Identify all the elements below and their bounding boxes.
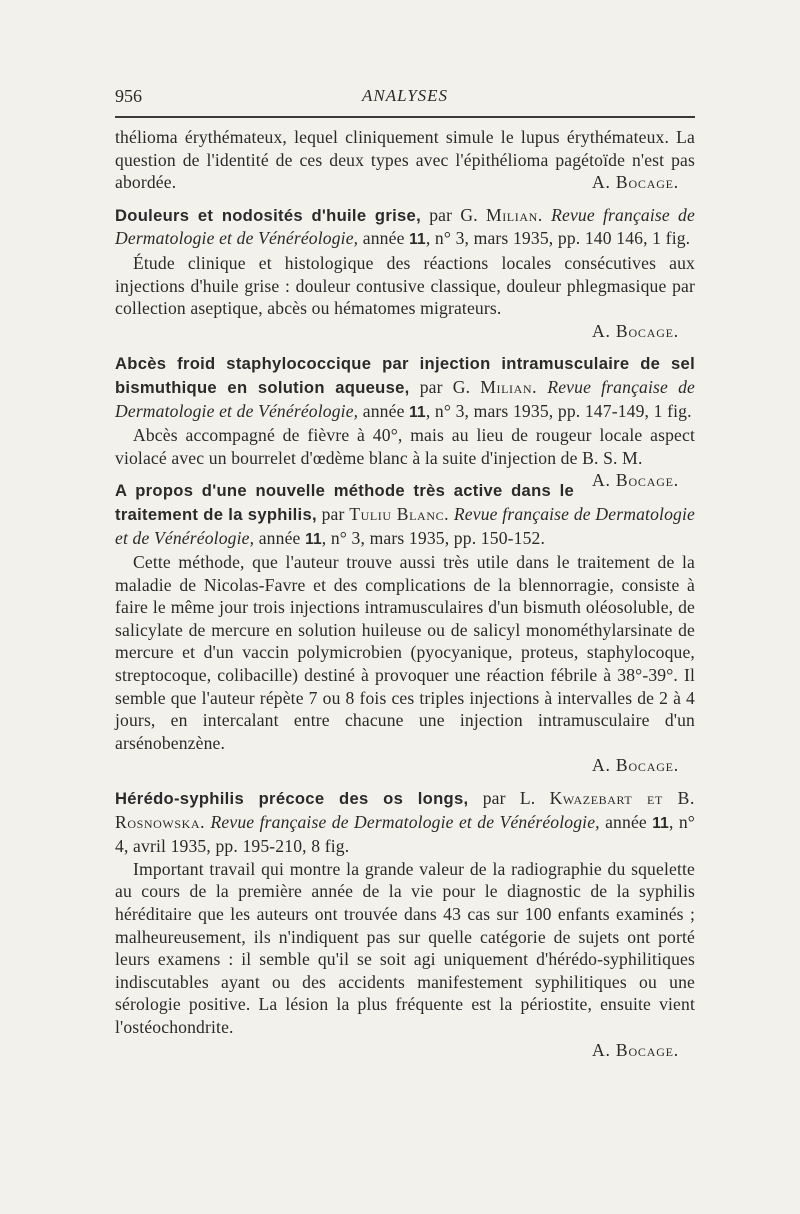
entry-reference — [115, 204, 695, 252]
entry-author: Kwazebart et B. Rosnowska. — [115, 788, 695, 832]
entry-volume: 11 — [409, 231, 426, 249]
entry-annee: année — [605, 811, 647, 832]
entry-by: par — [321, 503, 345, 524]
page-number: 956 — [115, 86, 142, 106]
entry-signature: A. Bocage. — [592, 470, 679, 491]
entry-details: , n° 3, mars 1935, pp. 140 146, 1 fig. — [425, 228, 691, 249]
entry-volume: 11 — [652, 814, 669, 832]
document-page — [115, 0, 695, 1214]
entry-body: Important travail qui montre la grande valeur de la radiographie du squelette au cours de la première année de la vie pour le diagnostic de la syphilis héréditaire que les auteurs ont trouvée dans 43 cas sur 100 enfants examinés ; malheureusement, ils n'indiquent pas sur quelle catégorie de sujets ont porté leurs examens : il semble qu'il se soit agi uniquement d'hérédo-syphilitiques indiscutables ayant ou des accidents manifestement syphilitiques ou une sérologie positive. La lésion la plus fréquente est la périostite, ensuite vient l'ostéochondrite. — [115, 858, 695, 1037]
article-content — [115, 126, 695, 1061]
intro-entry — [115, 126, 695, 194]
entry-author: Milian. — [480, 376, 538, 397]
entry-reference — [115, 352, 695, 424]
entry-signature: A. Bocage. — [592, 320, 679, 341]
entry-annee: année — [362, 228, 405, 249]
review-entry — [115, 204, 695, 343]
intro-body: thélioma érythémateux, lequel cliniquement simule le lupus érythémateux. La question de l'identité de ces deux types avec l'épithélioma pagétoïde n'est pas abordée. — [115, 127, 695, 193]
review-entry — [115, 352, 695, 491]
entry-body: Étude clinique et histologique des réactions locales consécutives aux injections d'huile grise : douleur contusive classique, douleur phlegmasique par collection aseptique, abcès ou hématomes migrateurs. — [115, 252, 695, 319]
entry-by: par G. — [419, 376, 471, 397]
entry-reference — [115, 787, 695, 858]
entry-journal: Revue française de Dermatologie et de Vénéréologie, — [115, 503, 695, 548]
entry-details: , n° 3, mars 1935, pp. 147-149, 1 fig. — [425, 400, 692, 421]
entry-signature: A. Bocage. — [592, 1039, 679, 1060]
entry-title: A propos d'une nouvelle méthode très active dans le traitement de la syphilis, — [115, 481, 575, 524]
entry-annee: année — [258, 527, 301, 548]
intro-text — [115, 126, 695, 194]
entry-author: Tuliu Blanc. — [349, 503, 450, 524]
review-entry — [115, 479, 695, 777]
entry-signature: A. Bocage. — [592, 755, 679, 776]
entry-title: Douleurs et nodosités d'huile grise, — [115, 205, 421, 225]
entry-by: par L. — [482, 788, 536, 809]
entry-body — [115, 424, 695, 491]
entry-journal: Revue française de Dermatologie et de Vénéréologie, — [115, 204, 695, 249]
entry-body: Cette méthode, que l'auteur trouve aussi très utile dans le traitement de la maladie de Nicolas-Favre et des complications de la blennorragie, consiste à faire le même jour trois injections intramusculaires d'un bismuth oléosoluble, de salicylate de mercure en solution huileuse ou de salicyl monométhylarsinate de mercure et d'un vaccin polymicrobien (pyocyanique, proteus, staphylocoque, streptocoque, colibacille) destiné à provoquer une réaction fébrile à 38°-39°. Il semble que l'auteur répète 7 ou 8 fois ces triples injections à intervalles de 2 à 4 jours, en intercalant entre chacune une injection intramusculaire d'un arsénobenzène. — [115, 552, 695, 753]
intro-signature: A. Bocage. — [592, 172, 679, 193]
entry-title: Abcès froid staphylococcique par injection intramusculaire de sel bismuthique en solution aqueuse, — [115, 354, 695, 397]
entry-volume: 11 — [409, 403, 426, 421]
entry-body-text: Abcès accompagné de fièvre à 40°, mais au lieu de rougeur locale aspect violacé avec un bourrelet d'œdème blanc à la suite d'injection de B. S. M. — [115, 425, 695, 468]
entry-volume: 11 — [305, 530, 322, 548]
entry-details: , n° 3, mars 1935, pp. 150-152. — [321, 527, 546, 548]
entry-details: , n° 4, avril 1935, pp. 195-210, 8 fig. — [115, 811, 695, 857]
entry-by: par G. — [429, 204, 478, 225]
entry-journal: Revue française de Dermatologie et de Vénéréologie, — [115, 376, 695, 421]
entry-author: Milian. — [485, 204, 543, 225]
entry-journal: Revue française de Dermatologie et de Vénéréologie, — [210, 811, 600, 832]
review-entry — [115, 787, 695, 1061]
entry-title: Hérédo-syphilis précoce des os longs, — [115, 789, 469, 809]
entry-annee: année — [362, 400, 405, 421]
running-head — [115, 86, 695, 110]
running-title: ANALYSES — [361, 86, 449, 105]
header-rule — [115, 116, 695, 118]
